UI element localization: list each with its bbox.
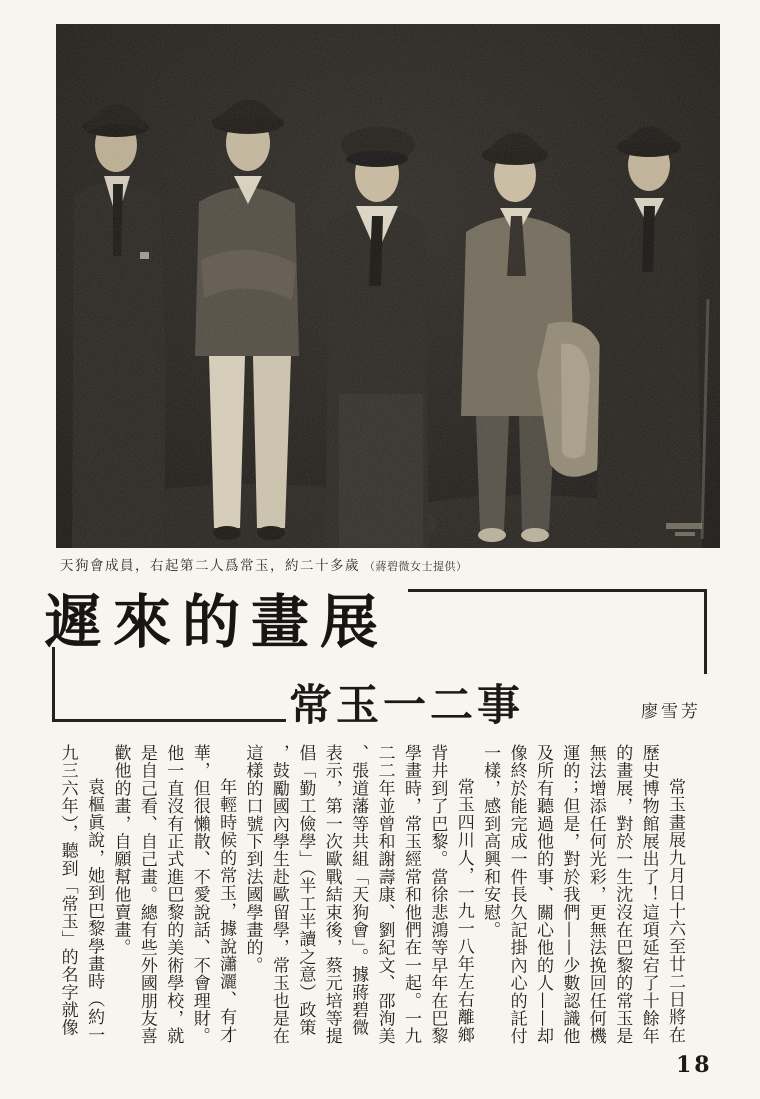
article-body [50,744,688,1050]
group-photograph [56,24,720,548]
article-paragraph-2: 常玉四川人，一九一八年左右離鄉背井到了巴黎。當徐悲鴻等早年在巴黎學畫時，常玉經常和他們在一起。一九二二年並曾和謝壽康、劉紀文、邵洵美、張道藩等共組「天狗會」。據蔣碧微表示，第一次歐戰結束後，蔡元培等提倡「勤工儉學」（半工半讀之意）政策，鼓勵國內學生赴歐留學，常玉也是在這樣的口號下到法國學畫的。 [242,744,474,1045]
page-number: 18 [676,1052,713,1078]
photo-caption [60,554,700,574]
photo-caption-credit: （蔣碧微女士提供） [364,560,468,573]
article-paragraph-3: 年輕時候的常玉，據說瀟灑、有才華，但很懶散、不愛說話、不會理財。他一直沒有正式進巴黎的美術學校，就是自己看、自己畫。總有些外國朋友喜歡他的畫，自願幫他賣畫。 [110,744,237,1045]
author-name: 廖雪芳 [641,702,701,722]
photo-caption-text: 天狗會成員，右起第二人爲常玉，約二十多歲 [60,558,360,574]
decorative-bracket-top-right [408,589,707,674]
film-grain-overlay [56,24,720,548]
decorative-bracket-bottom-left [52,647,286,722]
group-photo-illustration [56,24,720,548]
headline-subtitle: 常玉一二事 [289,681,524,731]
headline-title: 遲來的畫展 [44,588,390,656]
article-paragraph-4: 袁樞眞說，她到巴黎學畫時（約一九三六年），聽到「常玉」的名字就像 [57,744,105,1044]
article-paragraph-1: 常玉畫展九月日十六至廿二日將在歷史博物館展出了！這項延宕了十餘年的畫展，對於一生沈沒在巴黎的常玉是無法增添任何光彩，更無法挽回任何機運的；但是，對於我們——少數認識他及所有聽過他的事、關心他的人——却像終於能完成一件長久記掛內心的託付一樣，感到高興和安慰。 [480,744,685,1045]
